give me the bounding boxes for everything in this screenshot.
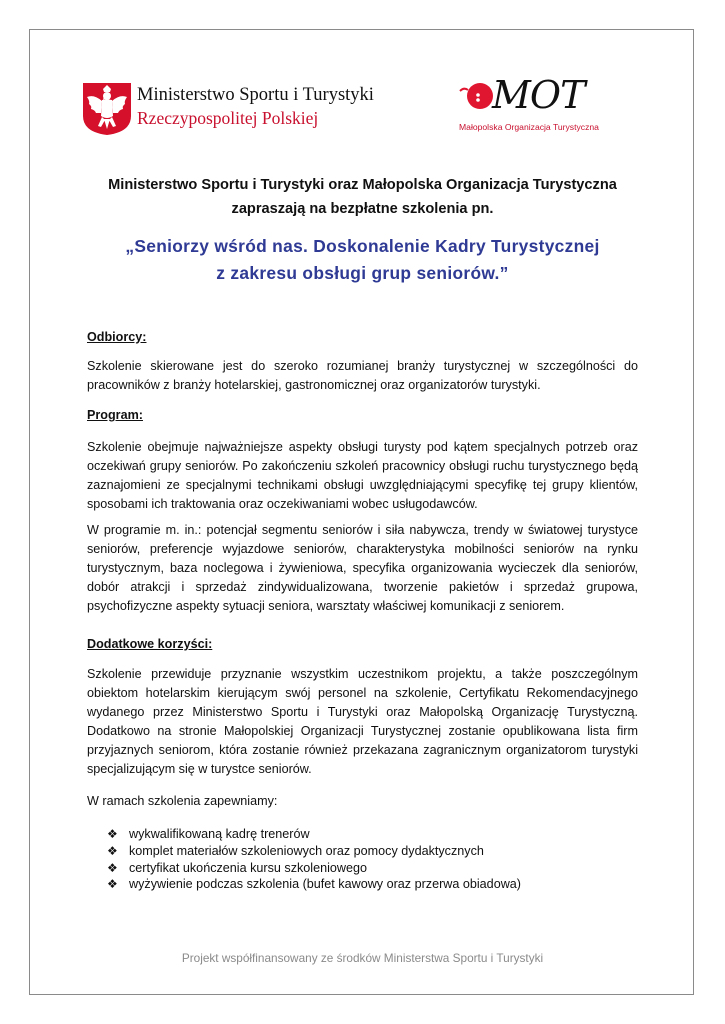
list-item-text: certyfikat ukończenia kursu szkoleniowego — [129, 860, 368, 875]
paragraph-korzysci: Szkolenie przewiduje przyznanie wszystkim uczestnikom projektu, a także poszczególnym obiektom hotelarskim kierującym swój personel na szkolenie, Certyfikatu Rekomendacyjnego wydanego przez Ministerstwo Sportu i Turystyki oraz Małopolską Organizację Turystyczną. Dodatkowo na stronie Małopolskiej Organizacji Turystycznej zostanie opublikowana lista firm przyjaznych seniorom, która zostanie również przekazana zagranicznym organizatorom turystyki specjalizującym się w turystce seniorów. — [87, 667, 638, 776]
list-item — [107, 826, 521, 843]
ministry-name: Ministerstwo Sportu i Turystyki — [137, 85, 374, 105]
heading-odbiorcy: Odbiorcy: — [87, 330, 147, 344]
list-item — [107, 843, 521, 860]
ministry-country: Rzeczypospolitej Polskiej — [137, 108, 319, 128]
title-line-1: „Seniorzy wśród nas. Doskonalenie Kadry Turystycznej — [125, 236, 600, 256]
list-item-text: wykwalifikowaną kadrę trenerów — [129, 827, 310, 842]
footer-note: Projekt współfinansowany ze środków Ministerstwa Sportu i Turystyki — [181, 951, 544, 965]
list-item — [107, 859, 521, 876]
mot-logo-text: MOT — [492, 75, 585, 115]
zapewniamy-intro: W ramach szkolenia zapewniamy: — [87, 794, 278, 808]
list-item-text: komplet materiałów szkoleniowych oraz pomocy dydaktycznych — [129, 844, 484, 859]
intro-line-2: zapraszają na bezpłatne szkolenia pn. — [231, 201, 494, 217]
polish-eagle-emblem — [82, 82, 132, 136]
list-item-text: wyżywienie podczas szkolenia (bufet kawowy oraz przerwa obiadowa) — [129, 877, 521, 892]
list-item — [107, 876, 521, 893]
diamond-bullet-icon: ❖ — [107, 844, 118, 859]
paragraph-odbiorcy: Szkolenie skierowane jest do szeroko rozumianej branży turystycznej w szczególności do pracowników z branży hotelarskiej, gastronomicznej oraz organizatorów turystyki. — [87, 359, 638, 392]
paragraph-program-1: Szkolenie obejmuje najważniejsze aspekty obsługi turysty pod kątem specjalnych potrzeb oraz oczekiwań grupy seniorów. Po zakończeniu szkoleń pracownicy obsługi ruchu turystycznego będą zaznajomieni ze specjalnymi technikami obsługi uwzględniającymi specyfikę tej grupy klientów, sposobami ich traktowania oraz oczekiwaniami wobec usługodawców. — [87, 440, 638, 511]
mot-full-name: Małopolska Organizacja Turystyczna — [459, 122, 599, 132]
diamond-bullet-icon: ❖ — [107, 877, 118, 892]
intro-line-1: Ministerstwo Sportu i Turystyki oraz Małopolska Organizacja Turystyczna — [108, 177, 617, 193]
mot-logo-mark — [454, 75, 604, 115]
benefits-list — [107, 826, 521, 893]
paragraph-program-2: W programie m. in.: potencjał segmentu seniorów i siła nabywcza, trendy w światowej turystyce seniorów, preferencje wyjazdowe seniorów, charakterystyka mobilności seniorów na rynku turystycznym, baza noclegowa i żywieniowa, specyfika organizowania wycieczek dla seniorów, dobór atrakcji i sprzedaż zindywidualizowana, tworzenie pakietów i sprzedaż grupowa, psychofizyczne aspekty sytuacji seniora, warsztaty właściwej komunikacji z seniorem. — [87, 523, 638, 613]
diamond-bullet-icon: ❖ — [107, 827, 118, 842]
heading-program: Program: — [87, 408, 143, 422]
title-line-2: z zakresu obsługi grup seniorów.” — [216, 263, 509, 283]
mot-logo — [454, 75, 604, 115]
diamond-bullet-icon: ❖ — [107, 860, 118, 875]
heading-dodatkowe-korzysci: Dodatkowe korzyści: — [87, 637, 213, 651]
